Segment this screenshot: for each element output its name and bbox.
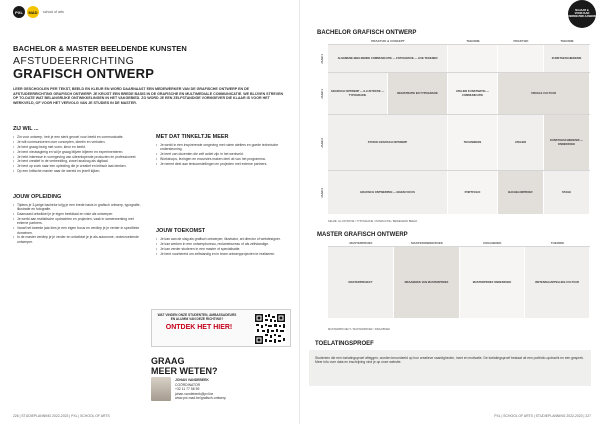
column-header: DRAAIBOEK xyxy=(483,241,502,245)
list-item: • Je bent voorbereid om zelfstandig en in team ontwerpprojecten te realiseren. xyxy=(156,252,288,256)
list-item: • Je kan aan de slag als grafisch ontwerper, illustrator, art director of webdesigner. xyxy=(156,237,288,241)
contact-role: COÖRDINATOR xyxy=(175,382,201,387)
contact-info xyxy=(175,378,226,401)
contact-phone[interactable]: +32 11 77 58 59 xyxy=(175,387,200,392)
row-label-text: JAAR 2 xyxy=(319,137,324,148)
bachelor-title: BACHELOR GRAFISCH ONTWERP xyxy=(317,30,417,36)
qr-callout[interactable] xyxy=(151,309,291,347)
toelating-title: TOELATINGSPROEF xyxy=(315,341,374,347)
row-label-text: JAAR 1 xyxy=(319,53,324,64)
column-header: MASTERPROEF xyxy=(349,241,373,245)
table-cell: STUDIO GRAFISCH ONTWERP xyxy=(328,115,448,170)
heading-pre: BACHELOR & MASTER BEELDENDE KUNSTEN xyxy=(13,44,187,53)
toelating-box xyxy=(309,341,591,386)
list-item: • Zin voor ontwerp, heb je een sterk gevoel voor beeld en communicatie. xyxy=(13,135,145,139)
page-title: GRAFISCH ONTWERP xyxy=(13,66,155,81)
table-cell: KUNSTGESCHIEDENIS xyxy=(544,45,590,72)
table-cell: TECHNIEKEN xyxy=(448,115,498,170)
logo-tagline: school of arts xyxy=(43,10,64,14)
qr-code-icon[interactable] xyxy=(254,313,286,345)
column-header: THEORIE xyxy=(466,39,480,43)
table-cell: GRAFISCH ONTWERPEN — EIGEN FOCUS xyxy=(328,171,448,214)
table-cell: PORTFOLIO xyxy=(448,171,498,214)
column-header: PRAKTIJK & CONCEPT xyxy=(371,39,405,43)
row-label xyxy=(317,115,326,170)
contact-name: JOHAN VANDEBEEK xyxy=(175,378,209,382)
contact-title-line1: GRAAG xyxy=(151,356,185,366)
list-item: • Je bent graag bezig met vorm, kleur en beeld. xyxy=(13,145,145,149)
list-item: • Vanaf het tweede jaar kies je een eigen focus en verdiep je je verder in specifieke domeinen. xyxy=(13,226,145,235)
table-cell: WETENSCHAPPELIJKE CULTUUR xyxy=(525,247,590,318)
section-title: MET DAT TINKELTJE MEER xyxy=(156,134,229,140)
zijwij-section xyxy=(13,126,145,174)
row-label xyxy=(317,45,326,72)
column-header: PRAKTIJK xyxy=(513,39,529,43)
list-item: • In de master verdiep je je verder en ontwikkel je je als autonome, onderzoekende ontwerper. xyxy=(13,235,145,244)
contact-email[interactable]: johan.vandebeek@pxl.be xyxy=(175,391,214,396)
table-cell: MASTERPROEF ONDERZOEK xyxy=(460,247,525,318)
column-header: MASTERONDERZOEK xyxy=(411,241,443,245)
section-title: JOUW OPLEIDING xyxy=(13,194,62,200)
table-cell: KUNSTGESCHIEDENIS — ONDERZOEK xyxy=(544,115,590,170)
list-item: • Je werkt aan realistische opdrachten en projecten, vaak in samenwerking met externe partners. xyxy=(13,217,145,226)
right-page xyxy=(300,0,600,424)
table-cell: ATELIER xyxy=(498,115,544,170)
list-item: • Je leert van docenten die zelf actief zijn in het werkveld. xyxy=(156,152,288,156)
list-item: • Je bent op zoek naar een opleiding die je creatief en kritisch laat denken. xyxy=(13,164,145,168)
list-item: • Je kan verder studeren in een master of specialisatie. xyxy=(156,247,288,251)
toekomst-section xyxy=(156,228,288,257)
table-row xyxy=(319,114,590,170)
logo-mark-a: PXL xyxy=(13,6,25,18)
table-row xyxy=(319,72,590,114)
table-cell xyxy=(448,45,498,72)
logo-mark-b: MAD xyxy=(27,6,39,18)
bachelor-table xyxy=(319,38,590,214)
list-item: • Je bent nieuwsgierig en wil je graag blijven bijleren en experimenteren. xyxy=(13,150,145,154)
master-title: MASTER GRAFISCH ONTWERP xyxy=(317,232,408,238)
list-item: • Workshops, lezingen en excursies maken deel uit van het programma. xyxy=(156,157,288,161)
master-legend: MASTERPROJECT / MASTERPROEF / DRAAIBOEK xyxy=(328,328,391,331)
page-footer: PXL | SCHOOL OF ARTS | STUDIEPLANNING 2022-2023 | 227 xyxy=(494,414,591,418)
row-label xyxy=(317,171,326,214)
row-label xyxy=(317,73,326,114)
table-cell: GRAFISCH ONTWERP — ILLUSTRATIE — TYPOGRAFIE xyxy=(328,73,388,114)
page-footer: 226 | STUDIEPLANNING 2022-2023 | PXL | SCHOOL OF ARTS xyxy=(13,414,110,418)
section-title: JOUW TOEKOMST xyxy=(156,228,206,234)
table-cell xyxy=(498,45,544,72)
section-title: ZIJ WIL ... xyxy=(13,126,39,132)
logo xyxy=(13,6,64,18)
table-row xyxy=(319,170,590,214)
master-table xyxy=(328,240,590,318)
list-item: • Op een kritische manier naar de wereld en jezelf kijken. xyxy=(13,169,145,173)
row-label-text: JAAR 1 xyxy=(319,88,324,99)
contact-web[interactable]: www.pxl-mad.be/grafisch-ontwerp xyxy=(175,396,226,401)
table-row xyxy=(319,44,590,72)
table-cell: ALGEMENE BEELDENDE COMMUNICATIE — FOTOGRAFIE — LIVE TEKENEN xyxy=(328,45,448,72)
list-item: • Daarnaast ontwikkel je je eigen beeldtaal en visie als ontwerper. xyxy=(13,212,145,216)
column-header: THEORIE xyxy=(560,39,574,43)
column-header: THEORIE xyxy=(550,241,565,245)
qr-callout-cta[interactable]: ONTDEK HET HIER! xyxy=(165,324,233,331)
list-item: • Je neemt deel aan tentoonstellingen en projecten met externe partners. xyxy=(156,162,288,166)
list-item: • Je kan werken in een ontwerpbureau, reclamebureau of als zelfstandige. xyxy=(156,242,288,246)
row-label-text: JAAR 3 xyxy=(319,187,324,198)
intro-paragraph: LEER GESCHOOLEN PER TEKST, BEELD EN KLEUR EN WORD DAARNAAST EEN MEDEWERKER VAN DE GRAFISCHE ONTWERP EN DE AFSTUDEERRICHTING GRAFISCH ONTWERP. JE KRIJGT EEN BREDE BASIS IN DE GRAFISCHE EN MULTIMEDIALE COMMUNICATIE. WE BLIJVEN STREVEN OP TO-DATE WAT BELANGRIJKE ONTWIKKELINGEN IN HET VAKGEBIED. ZO WORD JE EEN ZELFSTANDIGE VORMGEVER DIE KLAAR IS VOOR HET WERKVELD, OF VOOR HET VERVOLG VAN JE STUDIES IN DE MASTER. xyxy=(13,87,284,105)
list-item: • Je werkt in een inspirerende omgeving met ruime ateliers en goede technische ondersteuning. xyxy=(156,143,288,152)
table-cell: DRAAIBOEK VAN MASTERPROEF xyxy=(394,247,460,318)
list-item: • Je hebt interesse in vormgeving van uiteenlopende producten en professioneel. xyxy=(13,155,145,159)
contact-title-line2: MEER WETEN? xyxy=(151,366,218,376)
heading-line1: AFSTUDEERRICHTING xyxy=(13,55,135,67)
avatar xyxy=(151,377,171,401)
table-row xyxy=(328,246,590,318)
table-cell: BACHELORPROEF xyxy=(498,171,544,214)
table-cell: ATELIER KUNSTMATIG — COMMUNICATIE xyxy=(448,73,498,114)
tinkeltje-section xyxy=(156,134,288,167)
list-item: • Je bent creatief in de verbeelding, zowel analoog als digitaal. xyxy=(13,159,145,163)
toelating-text: Studenten die een toelatingsproef afleggen, worden beoordeeld op hun creatieve vaardigheden, inzet en motivatie. De toelatingsproef bestaat uit een portfolio-opdracht en een gesprek. Meer info over data en inschrijving vind je op onze website. xyxy=(315,356,584,365)
list-item: • Je wilt communiceren over concepten, ideeën en verhalen. xyxy=(13,140,145,144)
contact-title xyxy=(151,356,218,376)
qr-callout-text: WAT VINDEN ONZE STUDENTEN, AMBASSADEURS EN ALUMNI VAN DEZE RICHTING? xyxy=(157,313,237,321)
status-badge: NAJAAR & VOORJAAR VERNIEUWD AANBOD xyxy=(568,0,596,28)
list-item: • Tijdens je 3-jarige bachelor krijg je een brede basis in grafisch ontwerp, typografie, illustratie en fotografie. xyxy=(13,203,145,212)
table-cell: VISUELE CULTUUR xyxy=(498,73,590,114)
table-cell: MASTERPROJECT xyxy=(328,247,394,318)
table-cell: STAGE xyxy=(544,171,590,214)
table-cell: REGISTRATIE EN TYPOGRAFIE xyxy=(388,73,448,114)
bachelor-legend: KEUZE: ILLUSTRATIE / TYPOGRAFIE / INTERACTIE / BEWEGEND BEELD xyxy=(328,220,418,223)
opleiding-section xyxy=(13,194,145,245)
